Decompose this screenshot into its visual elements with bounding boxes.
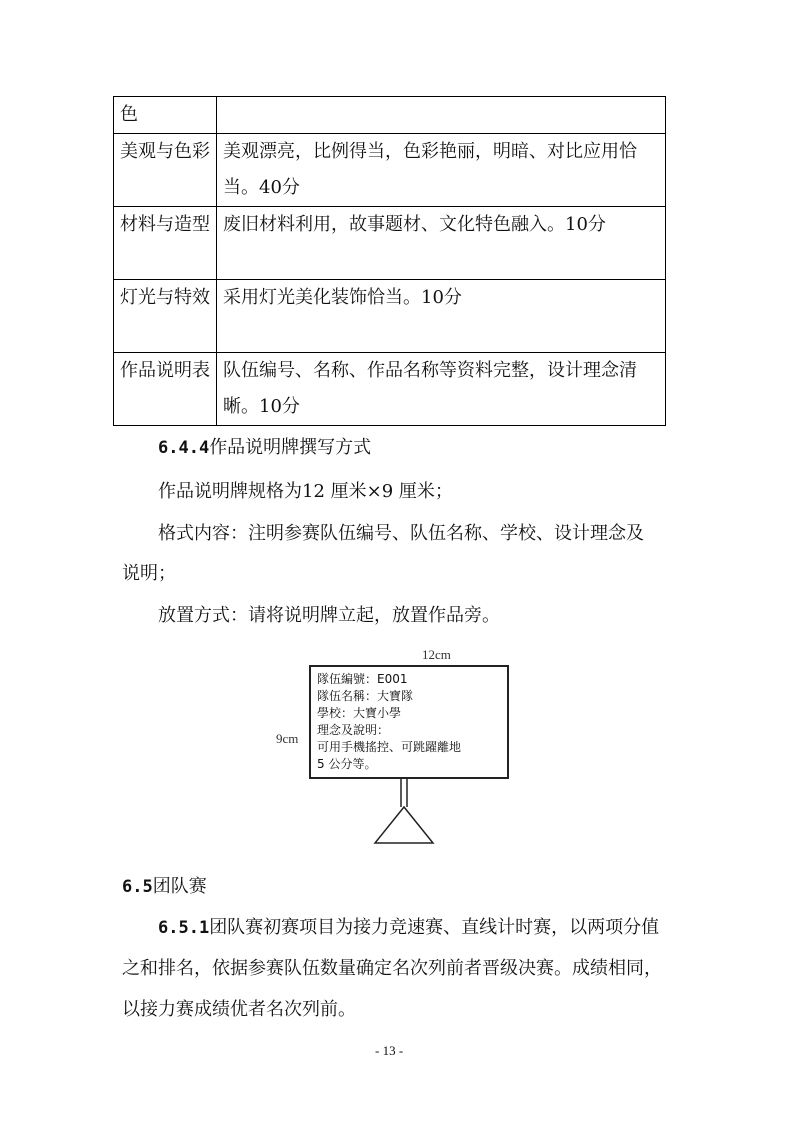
table-cell-desc: 废旧材料利用，故事题材、文化特色融入。10分: [217, 207, 666, 280]
section-title: 作品说明牌撰写方式: [209, 437, 372, 458]
paragraph-format-line2: 说明；: [122, 563, 176, 584]
paragraph-spec: 作品说明牌规格为12 厘米×9 厘米；: [158, 481, 453, 502]
sign-line: 可用手機搖控、可跳躍離地: [317, 740, 462, 754]
paragraph-format-line1: 格式内容：注明参赛队伍编号、队伍名称、学校、设计理念及: [158, 523, 644, 544]
table-row: [114, 207, 666, 280]
paragraph-text: 团队赛初赛项目为接力竞速赛、直线计时赛，以两项分值: [209, 917, 660, 938]
sign-stand: [270, 645, 520, 855]
table-cell-label: 作品说明表: [114, 353, 217, 426]
sign-line: 5 公分等。: [317, 757, 377, 771]
table-row: [114, 97, 666, 134]
sign-line: 隊伍名稱：大寶隊: [317, 689, 414, 703]
table-cell-label: 色: [114, 97, 217, 134]
sign-figure: [270, 645, 520, 855]
table-cell-label: 美观与色彩: [114, 134, 217, 207]
table-cell-desc: 队伍编号、名称、作品名称等资料完整，设计理念清晰。10分: [217, 353, 666, 426]
criteria-table: [113, 96, 666, 426]
height-label: 9cm: [276, 731, 299, 746]
table-cell-desc: 美观漂亮，比例得当，色彩艳丽，明暗、对比应用恰当。40分: [217, 134, 666, 207]
section-title: 团队赛: [152, 876, 207, 897]
table-row: [114, 134, 666, 207]
width-label: 12cm: [422, 647, 451, 662]
section-6-5-heading: [122, 875, 207, 899]
table-cell-desc: 采用灯光美化装饰恰当。10分: [217, 280, 666, 353]
paragraph-place: 放置方式：请将说明牌立起，放置作品旁。: [158, 605, 500, 626]
table-cell-label: 灯光与特效: [114, 280, 217, 353]
page-number: - 13 -: [375, 1043, 404, 1058]
table-cell-desc: [217, 97, 666, 134]
section-number: 6.5: [122, 877, 153, 897]
section-6-4-4-heading: [158, 436, 371, 460]
section-number: 6.4.4: [158, 438, 210, 458]
sign-line: 隊伍編號：E001: [317, 672, 408, 686]
sign-line: 學校：大寶小學: [317, 706, 402, 720]
section-6-5-1-line2: 之和排名，依据参赛队伍数量确定名次列前者晋级决赛。成绩相同，: [122, 958, 662, 979]
table-cell-label: 材料与造型: [114, 207, 217, 280]
sign-line: 理念及說明：: [317, 723, 390, 737]
table-row: [114, 353, 666, 426]
section-6-5-1-line3: 以接力赛成绩优者名次列前。: [122, 999, 356, 1020]
section-number: 6.5.1: [158, 918, 210, 938]
table-row: [114, 280, 666, 353]
section-6-5-1-line1: [158, 916, 659, 940]
